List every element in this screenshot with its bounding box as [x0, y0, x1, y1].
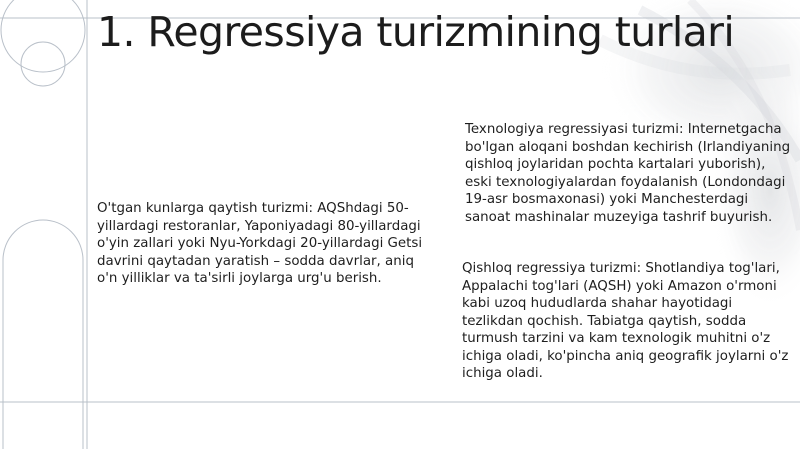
large-circle	[1, 0, 85, 72]
technology-paragraph: Texnologiya regressiyasi turizmi: Internetgacha bo'lgan aloqani boshdan kechirish (Irlandiyaning qishloq joylaridan pochta kartalari yuborish), eski texnologiyalardan foydalanish (Londondagi 19-asr bosmaxonasi) yoki Manchesterdagi sanoat mashinalar muzeyiga tashrif buyurish.	[465, 122, 791, 225]
slide-title: 1. Regressiya turizmining turlari	[97, 8, 735, 56]
bottom-arch	[3, 220, 83, 449]
rural-paragraph: Qishloq regressiya turizmi: Shotlandiya tog'lari, Appalachi tog'lari (AQSH) yoki Amazon o'rmoni kabi uzoq hududlarda shahar hayotidagi tezlikdan qochish. Tabiatga qaytish, sodda turmush tarzini va kam texnologik muhitni o'z ichiga oladi, ko'pincha aniq geografik joylarni o'z ichiga oladi.	[462, 261, 789, 381]
small-circle	[21, 42, 65, 86]
past-times-paragraph: O'tgan kunlarga qaytish turizmi: AQShdagi 50-yillardagi restoranlar, Yaponiyadagi 80-yillardagi o'yin zallari yoki Nyu-Yorkdagi 20-yillardagi Getsi davrini qaytadan yaratish – sodda davrlar, aniq o'n yilliklar va ta'sirli joylarga urg'u berish.	[97, 201, 423, 286]
